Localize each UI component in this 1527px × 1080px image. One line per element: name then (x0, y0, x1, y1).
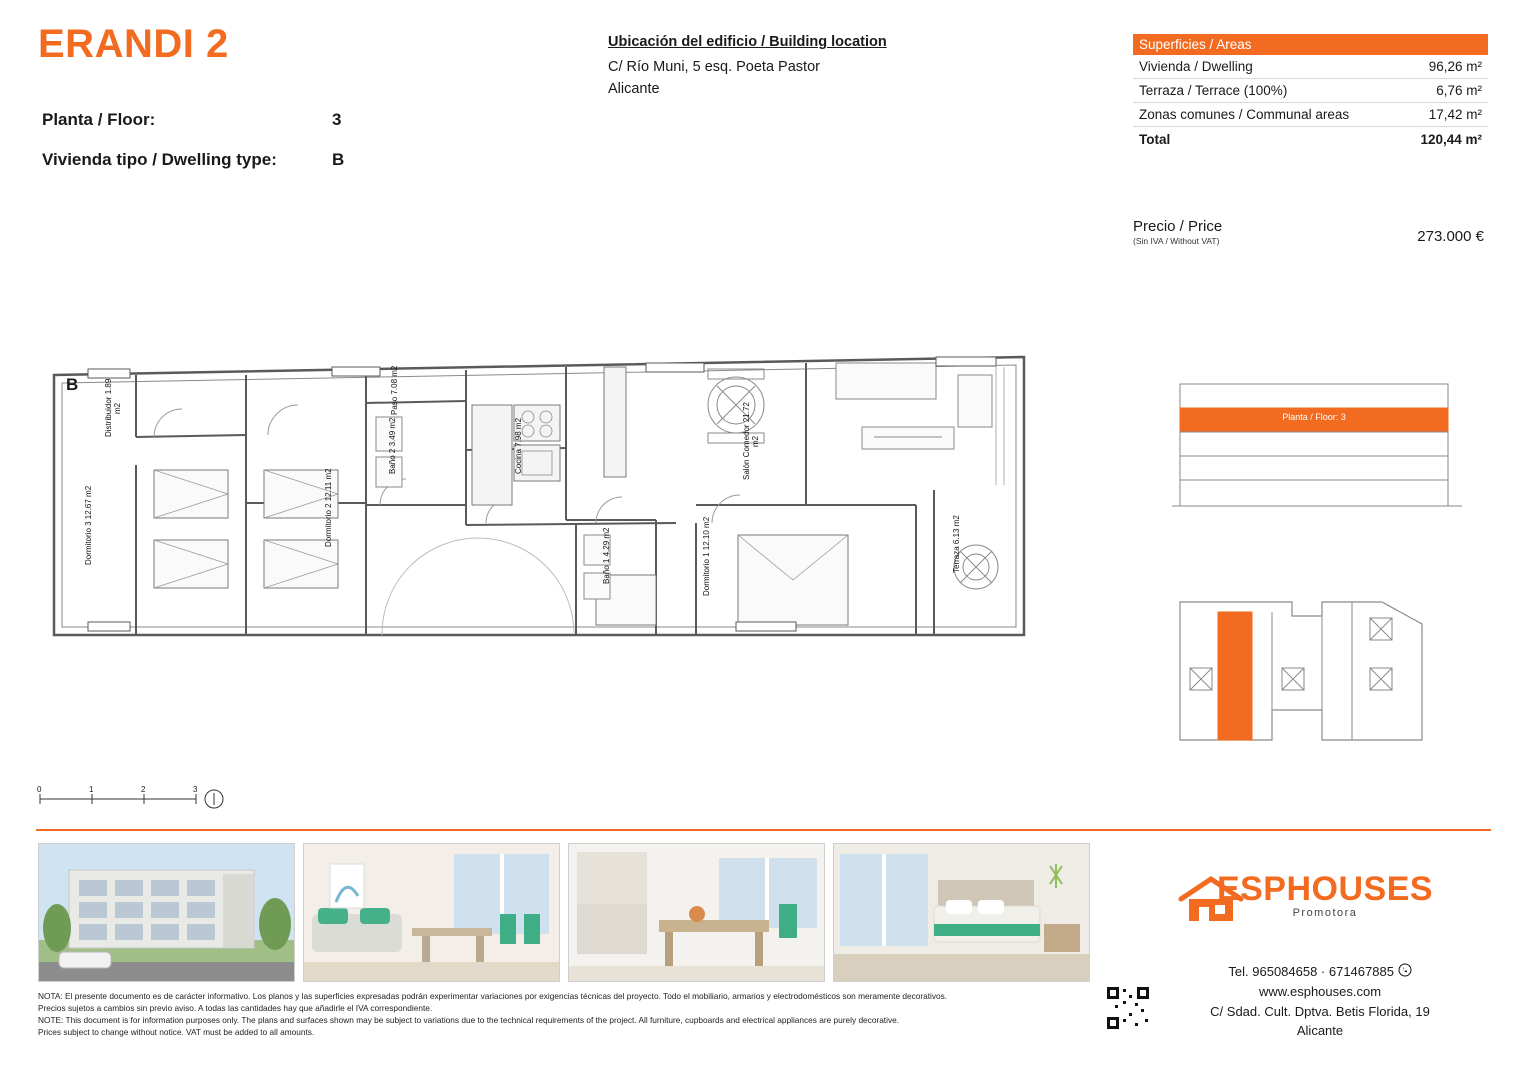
room-label-paso: Paso 7.08 m2 (390, 365, 399, 415)
contact-block (1110, 962, 1527, 1041)
area-label: Vivienda / Dwelling (1133, 55, 1400, 79)
legal-note (38, 990, 1068, 1038)
total-value: 120,44 m² (1400, 127, 1488, 152)
floor-row (42, 110, 341, 130)
room-label-terraza: Terraza 6.13 m2 (952, 515, 961, 573)
brand-block (1175, 870, 1475, 919)
scale-tick-1: 1 (89, 785, 94, 794)
floor-key-map (1172, 590, 1462, 750)
building-location-street: C/ Río Muni, 5 esq. Poeta Pastor (608, 59, 820, 75)
room-label-distribuidor: Distribuidor 1.89 m2 (104, 378, 123, 438)
room-label-cocina: Cocina 7.98 m2 (514, 417, 523, 475)
photo-bedroom (833, 843, 1090, 982)
price-sublabel: (Sin IVA / Without VAT) (1133, 236, 1220, 246)
photo-kitchen (568, 843, 825, 982)
section-mark-b: B (66, 375, 79, 394)
area-value: 6,76 m² (1400, 79, 1488, 103)
brand-name: ESPHOUSES (1216, 870, 1434, 908)
price-block (1133, 218, 1488, 246)
note-es-1: NOTA: El presente documento es de carácter informativo. Los planos y las superficies expresadas podrán experimentar variaciones por exigencias técnicas del proyecto. Todo el mobiliario, armarios y electrodomésticos son meramente decorativos. (38, 991, 948, 1001)
room-label-bano-2: Baño 2 3.49 m2 (388, 417, 397, 475)
floor-plan (36, 345, 1036, 645)
area-value: 96,26 m² (1400, 55, 1488, 79)
photo-gallery (38, 843, 1090, 982)
footer-divider (36, 829, 1491, 831)
scale-bar (36, 785, 256, 811)
room-label-salon-comedor: Salón Comedor 21.72 m2 (742, 402, 761, 480)
photo-living-room (303, 843, 560, 982)
scale-tick-2: 2 (141, 785, 146, 794)
table-row-total (1133, 127, 1488, 152)
floor-value: 3 (332, 110, 342, 129)
contact-website[interactable]: www.esphouses.com (1258, 984, 1382, 1000)
page-title: ERANDI 2 (38, 22, 229, 66)
price-label: Precio / Price (1133, 218, 1223, 235)
area-value: 17,42 m² (1400, 103, 1488, 127)
note-es-2: Precios sujetos a cambios sin previo aviso. A todas las cantidades hay que añadirle el IVA correspondiente. (38, 1003, 433, 1014)
scale-tick-0: 0 (37, 785, 42, 794)
area-label: Terraza / Terrace (100%) (1133, 79, 1400, 103)
photo-building-exterior (38, 843, 295, 982)
scale-tick-3: 3 (193, 785, 198, 794)
contact-phone: Tel. 965084658 · 671467885 (1110, 962, 1527, 982)
building-location-title: Ubicación del edificio / Building location (608, 34, 887, 50)
area-label: Zonas comunes / Communal areas (1133, 103, 1400, 127)
contact-address-2: Alicante (1296, 1023, 1344, 1039)
areas-table (1133, 34, 1488, 151)
floor-plan-drawing (36, 345, 1036, 645)
room-label-bano-1: Baño 1 4.29 m2 (602, 527, 611, 585)
table-row (1133, 55, 1488, 79)
building-location-city: Alicante (608, 81, 660, 97)
building-elevation-diagram (1172, 370, 1462, 530)
note-en-2: Prices subject to change without notice. VAT must be added to all amounts. (38, 1027, 315, 1038)
dwelling-type-row (42, 150, 344, 170)
total-label: Total (1133, 127, 1400, 152)
room-label-dormitorio-2: Dormitorio 2 12.11 m2 (324, 468, 333, 548)
floor-label: Planta / Floor: (42, 110, 156, 129)
dwelling-type-label: Vivienda tipo / Dwelling type: (42, 150, 277, 169)
areas-table-header: Superficies / Areas (1133, 34, 1488, 55)
brand-subtitle: Promotora (1292, 907, 1358, 919)
whatsapp-icon (1398, 963, 1412, 983)
table-row (1133, 103, 1488, 127)
room-label-dormitorio-1: Dormitorio 1 12.10 m2 (702, 516, 711, 596)
price-value: 273.000 € (1417, 228, 1484, 245)
room-label-dormitorio-3: Dormitorio 3 12.67 m2 (84, 485, 93, 565)
elevation-highlight-label: Planta / Floor: 3 (1282, 412, 1346, 422)
dwelling-type-value: B (332, 150, 345, 169)
table-row (1133, 79, 1488, 103)
contact-address-1: C/ Sdad. Cult. Dptva. Betis Florida, 19 (1210, 1003, 1430, 1019)
note-en-1: NOTE: This document is for information purposes only. The plans and surfaces shown may be subject to variations due to the technical requirements of the project. All furniture, cupboards and electrical appliances are purely decorative. (38, 1015, 900, 1026)
